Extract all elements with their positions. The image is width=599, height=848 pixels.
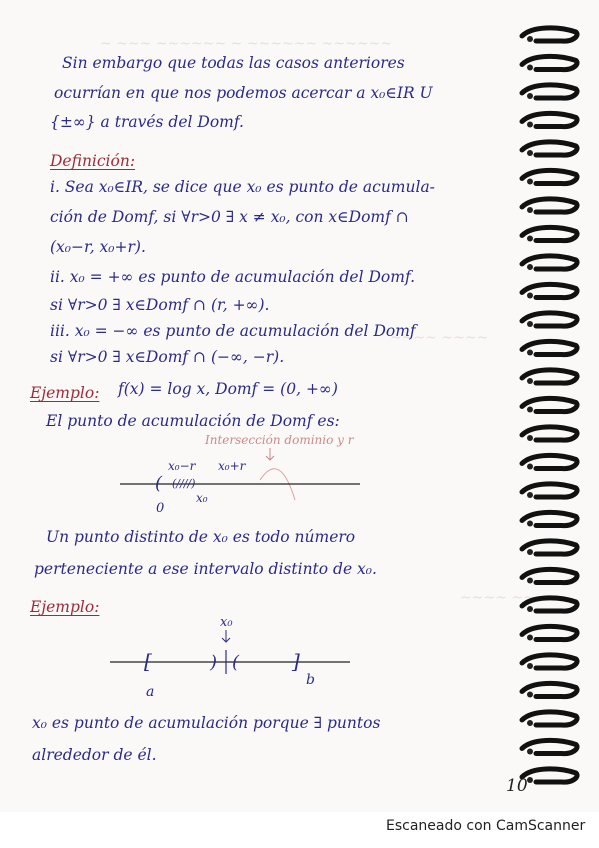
punch-hole (527, 606, 533, 612)
bracket-a: [ (144, 649, 152, 673)
text-line: (x₀−r, x₀+r). (50, 238, 146, 256)
diagram1-zero-label: 0 (156, 501, 165, 516)
diagram2-a-label: a (146, 684, 155, 700)
punch-hole (527, 122, 533, 128)
punch-hole (527, 350, 533, 356)
text-line: Sin embargo que todas las casos anteriores (62, 54, 405, 72)
punch-hole (527, 236, 533, 242)
diagram2-top-label: x₀ (220, 615, 233, 630)
punch-hole (527, 150, 533, 156)
punch-hole (527, 635, 533, 641)
spiral-binding (518, 22, 582, 797)
punch-hole (527, 720, 533, 726)
text-line: ii. x₀ = +∞ es punto de acumulación del Domf. (50, 268, 416, 286)
diagram2-b-label: b (306, 672, 315, 688)
definition-heading: Definición: (50, 152, 136, 170)
diagram1-annotation: Intersección dominio y r (205, 433, 354, 447)
punch-hole (527, 378, 533, 384)
scanner-watermark: Escaneado con CamScanner (386, 818, 586, 834)
punch-hole (527, 521, 533, 527)
text-line: ción de Domf, si ∀r>0 ∃ x ≠ x₀, con x∈Domf ∩ (50, 208, 409, 226)
text-line: i. Sea x₀∈IR, se dice que x₀ es punto de acumula- (50, 178, 435, 196)
punch-hole (527, 663, 533, 669)
punch-hole (527, 264, 533, 270)
text-line: f(x) = log x, Domf = (0, +∞) (118, 380, 338, 398)
punch-hole (527, 549, 533, 555)
text-line: x₀ es punto de acumulación porque ∃ puntos (32, 714, 381, 732)
punch-hole (527, 179, 533, 185)
text-line: si ∀r>0 ∃ x∈Domf ∩ (r, +∞). (50, 296, 270, 314)
bracket-x0-right: ( (232, 652, 240, 673)
hatch-marks: (////) (172, 477, 196, 490)
text-line: El punto de acumulación de Domf es: (46, 412, 340, 430)
bleed-through-text: ~~~~ ~~ (460, 590, 535, 606)
text-line: si ∀r>0 ∃ x∈Domf ∩ (−∞, −r). (50, 348, 285, 366)
bleed-through-text: ~~~~ ~~~~ (390, 330, 489, 346)
punch-hole (527, 93, 533, 99)
text-line: alrededor de él. (32, 746, 157, 764)
text-line: iii. x₀ = −∞ es punto de acumulación del Domf (50, 322, 416, 340)
punch-hole (527, 435, 533, 441)
diagram1-right-label: x₀+r (218, 459, 246, 473)
punch-hole (527, 36, 533, 42)
text-line: ocurrían en que nos podemos acercar a x₀∈IR U (54, 84, 433, 102)
punch-hole (527, 65, 533, 71)
bracket-open: ( (155, 473, 163, 494)
text-line: {±∞} a través del Domf. (50, 113, 244, 131)
bleed-through-text: ~ ~~~ ~~~~~~ ~ ~~~~~~ ~~~~~~ (100, 36, 393, 52)
bracket-b: ] (292, 649, 300, 673)
interval-diagram-1 (110, 430, 420, 520)
punch-hole (527, 692, 533, 698)
diagram1-left-label: x₀−r (168, 459, 196, 473)
punch-hole (527, 492, 533, 498)
text-line: Un punto distinto de x₀ es todo número (46, 528, 356, 546)
diagram1-center-label: x₀ (196, 491, 208, 505)
punch-hole (527, 464, 533, 470)
punch-hole (527, 407, 533, 413)
example-heading: Ejemplo: (30, 384, 100, 402)
punch-hole (527, 207, 533, 213)
punch-hole (527, 293, 533, 299)
punch-hole (527, 321, 533, 327)
example-heading: Ejemplo: (30, 598, 100, 616)
bracket-x0-left: ) (210, 652, 218, 673)
punch-hole (527, 749, 533, 755)
interval-diagram-2 (100, 612, 380, 702)
page-number: 10 (506, 776, 528, 796)
punch-hole (527, 578, 533, 584)
text-line: perteneciente a ese intervalo distinto de x₀. (34, 560, 377, 578)
